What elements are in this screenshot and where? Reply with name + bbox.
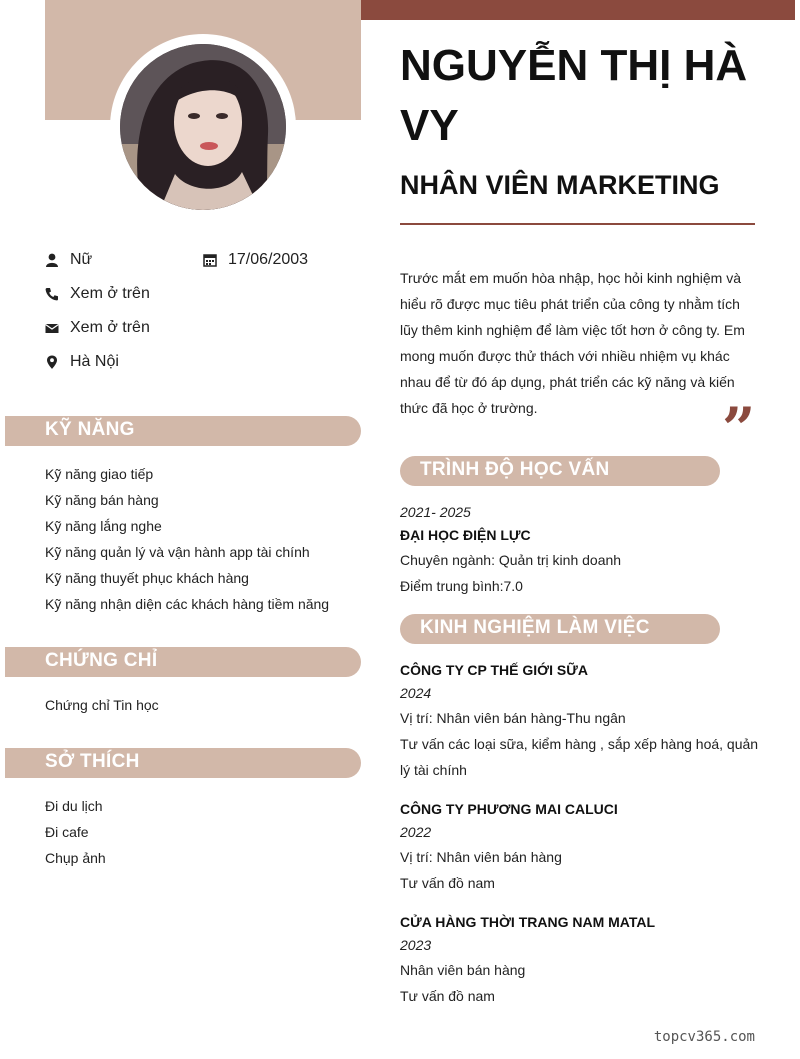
education-period: 2021- 2025 <box>400 504 471 520</box>
hobbies-list <box>45 793 106 871</box>
full-name: NGUYỄN THỊ HÀ VY <box>400 41 748 150</box>
job-year: 2024 <box>400 685 432 701</box>
job-company: CÔNG TY CP THẾ GIỚI SỮA <box>400 662 588 678</box>
job-role: Vị trí: Nhân viên bán hàng-Thu ngân <box>400 710 626 726</box>
job-description: Tư vấn đồ nam <box>400 988 495 1004</box>
phone-value: Xem ở trên <box>70 285 150 302</box>
education-major: Chuyên ngành: Quản trị kinh doanh <box>400 552 622 568</box>
certificates-header <box>5 647 361 677</box>
phone-icon <box>45 287 59 301</box>
list-item: Kỹ năng lắng nghe <box>45 518 162 534</box>
job-year: 2023 <box>400 937 432 953</box>
gender-row <box>45 251 92 269</box>
gender-value: Nữ <box>70 251 93 268</box>
list-item: Đi cafe <box>45 824 89 840</box>
calendar-icon <box>203 253 217 267</box>
certificates-heading: CHỨNG CHỈ <box>45 650 158 671</box>
job-company: CỬA HÀNG THỜI TRANG NAM MATAL <box>400 914 656 930</box>
envelope-icon <box>45 321 59 335</box>
job-role: Nhân viên bán hàng <box>400 962 526 978</box>
job-year: 2022 <box>400 824 432 840</box>
list-item: Chứng chỉ Tin học <box>45 697 159 713</box>
hobbies-header <box>5 748 361 778</box>
career-summary: Trước mắt em muốn hòa nhập, học hỏi kinh nghiệm và hiểu rõ được mục tiêu phát triển của công ty nhằm tích lũy thêm kinh nghiệm để làm việc tốt hơn ở công ty. Em mong muốn được thử thách với nhiều nhiệm vụ khác nhau để từ đó áp dụng, phát triển các kỹ năng và kiến thức đã học ở trường. <box>400 270 745 416</box>
footer-watermark: topcv365.com <box>653 1029 755 1045</box>
list-item: Kỹ năng bán hàng <box>45 492 159 508</box>
location-pin-icon <box>45 355 59 369</box>
skills-list <box>45 461 329 617</box>
education-heading: TRÌNH ĐỘ HỌC VẤN <box>420 459 610 480</box>
hobbies-heading: SỞ THÍCH <box>45 751 140 772</box>
education-gpa: Điểm trung bình:7.0 <box>400 578 523 594</box>
education-school: ĐẠI HỌC ĐIỆN LỰC <box>400 527 531 543</box>
experience-header <box>400 614 720 644</box>
job-description: Tư vấn đồ nam <box>400 875 495 891</box>
phone-row <box>45 285 150 303</box>
experience-heading: KINH NGHIỆM LÀM VIỆC <box>420 617 650 638</box>
dob-value: 17/06/2003 <box>228 251 309 268</box>
job-role: Vị trí: Nhân viên bán hàng <box>400 849 562 865</box>
list-item: Chụp ảnh <box>45 850 106 866</box>
email-row <box>45 319 150 337</box>
avatar <box>120 44 286 210</box>
dob-row <box>203 251 308 269</box>
address-row <box>45 353 119 371</box>
job-company: CÔNG TY PHƯƠNG MAI CALUCI <box>400 801 618 817</box>
quote-icon: ” <box>722 395 756 463</box>
education-header <box>400 456 720 486</box>
list-item: Đi du lịch <box>45 798 103 814</box>
certificates-list <box>45 692 159 718</box>
email-value: Xem ở trên <box>70 319 150 336</box>
list-item: Kỹ năng giao tiếp <box>45 466 154 482</box>
list-item: Kỹ năng quản lý và vận hành app tài chính <box>45 544 310 560</box>
skills-header <box>5 416 361 446</box>
list-item: Kỹ năng nhận diện các khách hàng tiềm năng <box>45 596 330 612</box>
list-item: Kỹ năng thuyết phục khách hàng <box>45 570 249 586</box>
address-value: Hà Nội <box>70 353 119 370</box>
job-description: Tư vấn các loại sữa, kiểm hàng , sắp xếp hàng hoá, quản lý tài chính <box>400 736 759 778</box>
top-accent-bar <box>361 0 795 20</box>
title-divider <box>400 223 755 225</box>
job-title: NHÂN VIÊN MARKETING <box>400 170 720 200</box>
skills-heading: KỸ NĂNG <box>45 419 135 440</box>
user-icon <box>45 253 59 267</box>
